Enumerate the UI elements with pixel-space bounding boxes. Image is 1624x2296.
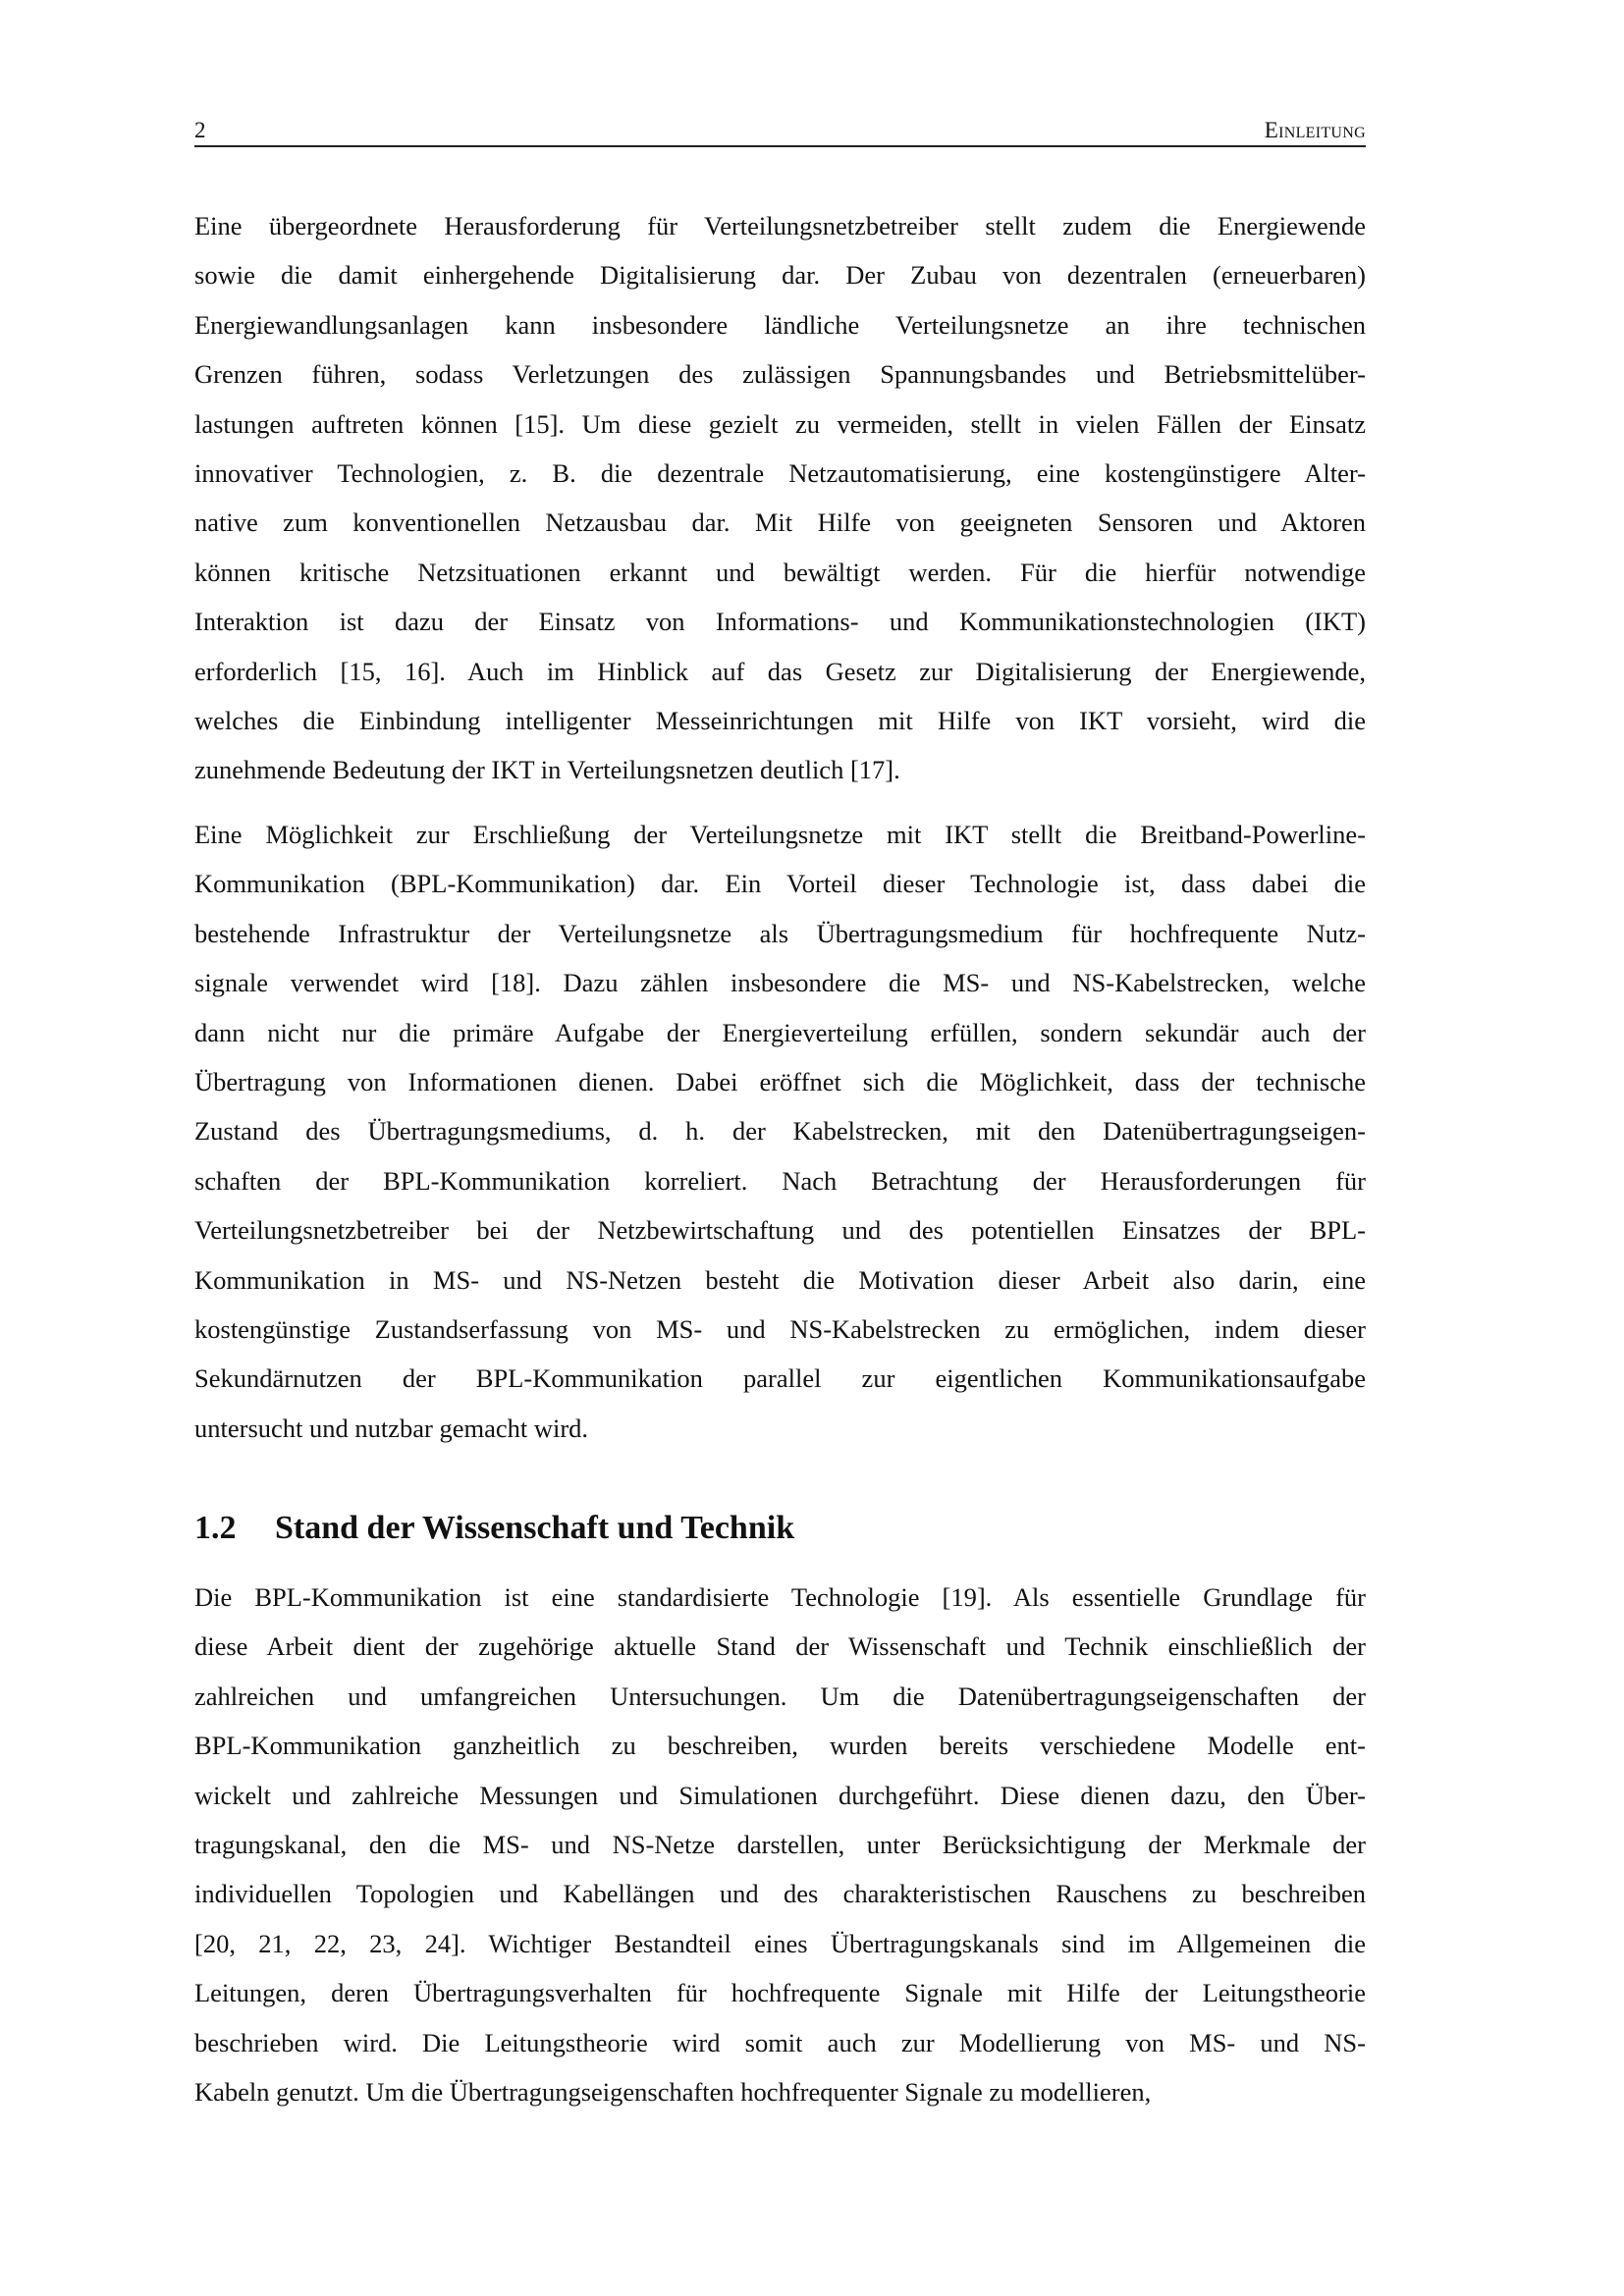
text-line: beschrieben wird. Die Leitungstheorie wird somit auch zur Modellierung von MS- und NS- bbox=[194, 2027, 1366, 2057]
text-line: native zum konventionellen Netzausbau dar. Mit Hilfe von geeigneten Sensoren und Aktoren bbox=[194, 507, 1366, 538]
text-line: sowie die damit einhergehende Digitalisierung dar. Der Zubau von dezentralen (erneuerbaren) bbox=[194, 260, 1366, 291]
text-line: lastungen auftreten können [15]. Um diese gezielt zu vermeiden, stellt in vielen Fällen der Einsatz bbox=[194, 408, 1366, 439]
section-title: Stand der Wissenschaft und Technik bbox=[275, 1510, 795, 1546]
text-line: Eine übergeordnete Herausforderung für Verteilungsnetzbetreiber stellt zudem die Energiewende bbox=[194, 211, 1366, 240]
text-line: Grenzen führen, sodass Verletzungen des zulässigen Spannungsbandes und Betriebsmittelüber- bbox=[194, 359, 1366, 390]
text-line: signale verwendet wird [18]. Dazu zählen insbesondere die MS- und NS-Kabelstrecken, welche bbox=[194, 968, 1366, 998]
text-line: Energiewandlungsanlagen kann insbesondere ländliche Verteilungsnetze an ihre technischen bbox=[194, 309, 1366, 340]
text-line: diese Arbeit dient der zugehörige aktuelle Stand der Wissenschaft und Technik einschließlich der bbox=[194, 1631, 1366, 1662]
running-header bbox=[194, 110, 1366, 147]
text-line: BPL-Kommunikation ganzheitlich zu beschreiben, wurden bereits verschiedene Modelle ent- bbox=[194, 1731, 1366, 1761]
text-line: Zustand des Übertragungsmediums, d. h. der Kabelstrecken, mit den Datenübertragungseigen- bbox=[194, 1116, 1366, 1147]
text-line: Übertragung von Informationen dienen. Dabei eröffnet sich die Möglichkeit, dass der technische bbox=[194, 1066, 1366, 1096]
text-line: Die BPL-Kommunikation ist eine standardisierte Technologie [19]. Als essentielle Grundlage für bbox=[194, 1582, 1366, 1612]
text-line: tragungskanal, den die MS- und NS-Netze darstellen, unter Berücksichtigung der Merkmale der bbox=[194, 1829, 1366, 1859]
text-line: Kommunikation (BPL-Kommunikation) dar. Ein Vorteil dieser Technologie ist, dass dabei die bbox=[194, 869, 1366, 899]
text-line: Verteilungsnetzbetreiber bei der Netzbewirtschaftung und des potentiellen Einsatzes der BPL- bbox=[194, 1215, 1366, 1246]
text-line: bestehende Infrastruktur der Verteilungsnetze als Übertragungsmedium für hochfrequente Nutz- bbox=[194, 918, 1366, 948]
text-line: [20, 21, 22, 23, 24]. Wichtiger Bestandteil eines Übertragungskanals sind im Allgemeinen die bbox=[194, 1928, 1366, 1958]
text-line: innovativer Technologien, z. B. die dezentrale Netzautomatisierung, eine kostengünstigere Alter- bbox=[194, 457, 1366, 488]
section-number: 1.2 bbox=[194, 1510, 237, 1546]
text-line: Kommunikation in MS- und NS-Netzen besteht die Motivation dieser Arbeit also darin, eine bbox=[194, 1264, 1366, 1295]
paragraph-1 bbox=[194, 201, 1366, 795]
text-line: welches die Einbindung intelligenter Messeinrichtungen mit Hilfe von IKT vorsieht, wird die bbox=[194, 705, 1366, 735]
paragraph-3 bbox=[194, 1573, 1366, 2116]
text-line: Interaktion ist dazu der Einsatz von Informations- und Kommunikationstechnologien (IKT) bbox=[194, 607, 1366, 637]
text-line: schaften der BPL-Kommunikation korreliert. Nach Betrachtung der Herausforderungen für bbox=[194, 1165, 1366, 1196]
page-number: 2 bbox=[194, 118, 206, 142]
text-line: Leitungen, deren Übertragungsverhalten für hochfrequente Signale mit Hilfe der Leitungstheorie bbox=[194, 1978, 1366, 2008]
text-line: individuellen Topologien und Kabellängen und des charakteristischen Rauschens zu beschreiben bbox=[194, 1879, 1366, 1909]
text-line: zahlreichen und umfangreichen Untersuchungen. Um die Datenübertragungseigenschaften der bbox=[194, 1681, 1366, 1711]
text-line: kostengünstige Zustandserfassung von MS- und NS-Kabelstrecken zu ermöglichen, indem dieser bbox=[194, 1313, 1366, 1344]
paragraph-2 bbox=[194, 810, 1366, 1453]
text-line: Kabeln genutzt. Um die Übertragungseigenschaften hochfrequenter Signale zu modellieren, bbox=[194, 2076, 1152, 2107]
text-line: Sekundärnutzen der BPL-Kommunikation parallel zur eigentlichen Kommunikationsaufgabe bbox=[194, 1363, 1366, 1394]
text-line: können kritische Netzsituationen erkannt und bewältigt werden. Für die hierfür notwendige bbox=[194, 557, 1366, 587]
text-line: untersucht und nutzbar gemacht wird. bbox=[194, 1413, 589, 1443]
running-title: Einleitung bbox=[1264, 118, 1366, 142]
text-line: zunehmende Bedeutung der IKT in Verteilungsnetzen deutlich [17]. bbox=[194, 755, 900, 785]
text-line: dann nicht nur die primäre Aufgabe der Energieverteilung erfüllen, sondern sekundär auch der bbox=[194, 1017, 1366, 1047]
text-line: wickelt und zahlreiche Messungen und Simulationen durchgeführt. Diese dienen dazu, den Über- bbox=[194, 1780, 1366, 1810]
section-heading bbox=[194, 1504, 794, 1553]
text-line: Eine Möglichkeit zur Erschließung der Verteilungsnetze mit IKT stellt die Breitband-Powerline- bbox=[194, 820, 1366, 849]
text-line: erforderlich [15, 16]. Auch im Hinblick auf das Gesetz zur Digitalisierung der Energiewende, bbox=[194, 656, 1366, 686]
